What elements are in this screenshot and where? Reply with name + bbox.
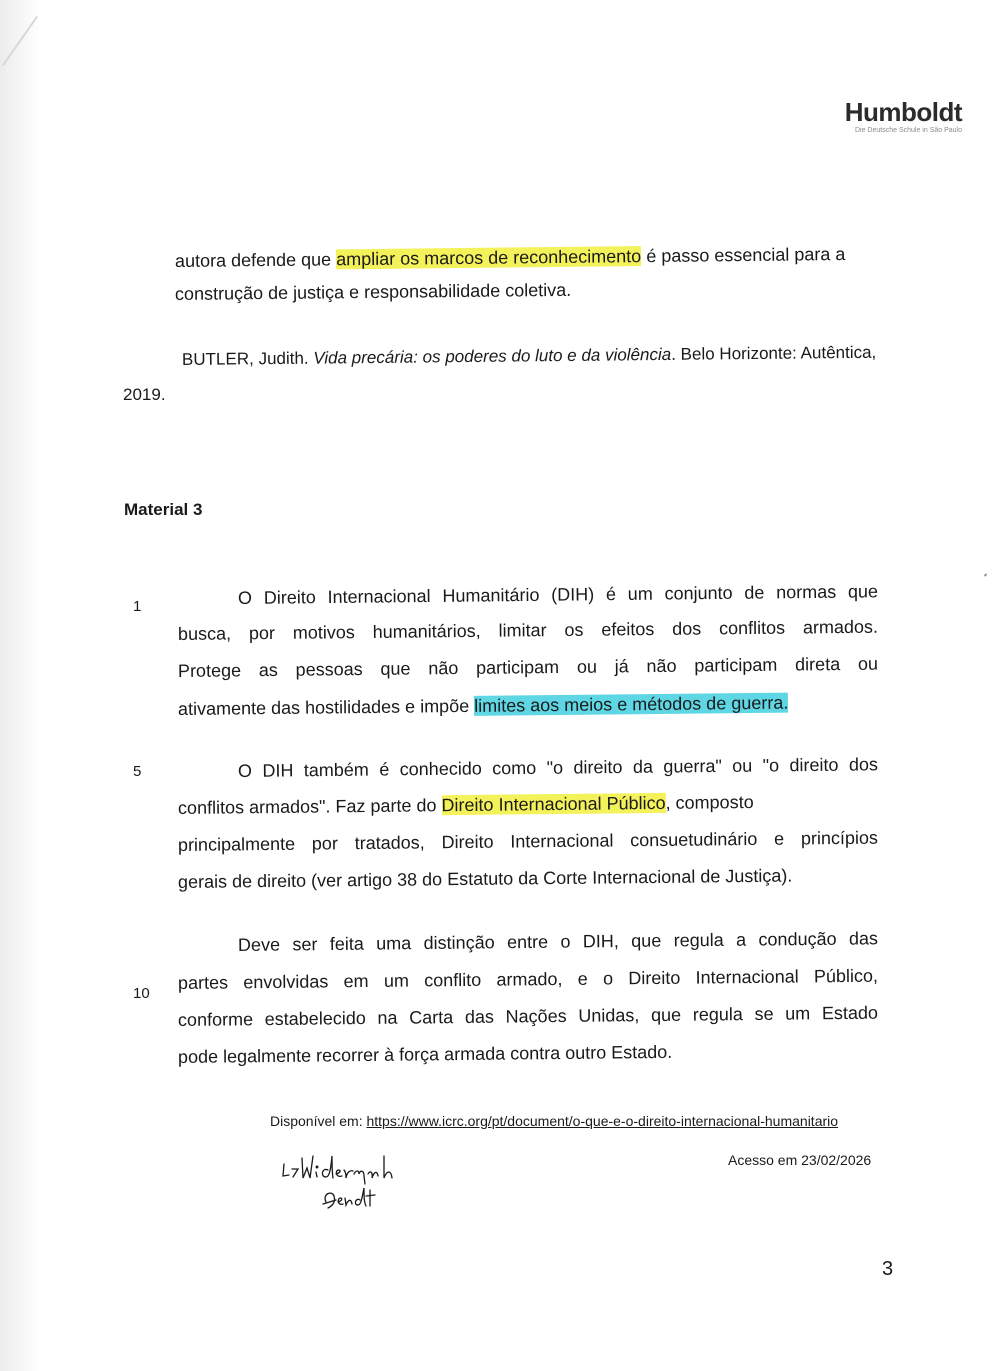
p1-line-3: Protege as pessoas que não participam ou já não participam direta ou (177, 653, 879, 681)
school-logo (845, 98, 962, 136)
top-paragraph-line-1 (175, 244, 846, 272)
handwritten-signature (280, 1150, 420, 1220)
line-number-10: 10 (133, 985, 150, 1002)
p2-line-1: O DIH também é conhecido como "o direito da guerra" ou "o direito dos (237, 754, 879, 781)
highlighted-phrase: limites aos meios e métodos de guerra. (474, 692, 789, 716)
p3-line-3: conforme estabelecido na Carta das Nações Unidas, que regula se um Estado (177, 1002, 879, 1030)
paper-speck (984, 573, 988, 576)
logo-subtitle: Die Deutsche Schule in São Paulo (854, 127, 962, 134)
p2-line-4: gerais de direito (ver artigo 38 do Estatuto da Corte Internacional de Justiça). (177, 865, 793, 892)
highlighted-phrase: Direito Internacional Público (441, 792, 666, 816)
text-segment: conflitos armados". Faz parte do (177, 795, 442, 818)
source-link[interactable]: https://www.icrc.org/pt/document/o-que-e-o-direito-internacional-humanitario (366, 1113, 839, 1129)
reference-title: Vida precária: os poderes do luto e da violência (313, 344, 672, 368)
text-segment: autora defende que (174, 249, 337, 271)
reference-year: 2019. (123, 385, 166, 404)
access-date: Acesso em 23/02/2026 (728, 1152, 872, 1168)
reference-publisher: . Belo Horizonte: Autêntica, (671, 342, 877, 364)
p3-line-1: Deve ser feita uma distinção entre o DIH, que regula a condução das (237, 928, 879, 955)
logo-wordmark: Humboldt (844, 97, 962, 127)
highlighted-phrase: ampliar os marcos de reconhecimento (336, 246, 642, 270)
source-citation (270, 1113, 838, 1129)
page-number: 3 (882, 1258, 894, 1280)
top-paragraph-line-2: construção de justiça e responsabilidade coletiva. (174, 279, 572, 304)
text-segment: é passo essencial para a (641, 243, 846, 267)
text-segment: ativamente das hostilidades e impõe (177, 695, 475, 719)
p3-line-2: partes envolvidas em um conflito armado, e o Direito Internacional Público, (177, 965, 879, 993)
p1-line-1: O Direito Internacional Humanitário (DIH) é um conjunto de normas que (237, 581, 879, 608)
line-number-1: 1 (133, 598, 142, 615)
reference-author: BUTLER, Judith. (181, 348, 314, 369)
p1-line-2: busca, por motivos humanitários, limitar os efeitos dos conflitos armados. (177, 616, 879, 644)
page-edge-shadow (0, 0, 40, 1371)
p3-line-4: pode legalmente recorrer à força armada contra outro Estado. (177, 1041, 673, 1067)
bibliographic-reference (182, 343, 876, 370)
source-label: Disponível em: (270, 1113, 367, 1129)
section-title: Material 3 (124, 500, 203, 519)
p2-line-2 (178, 791, 878, 819)
p2-line-3: principalmente por tratados, Direito Internacional consuetudinário e princípios (177, 827, 879, 855)
p1-line-4 (178, 693, 789, 720)
text-segment: , composto (665, 791, 754, 813)
line-number-5: 5 (133, 763, 142, 780)
